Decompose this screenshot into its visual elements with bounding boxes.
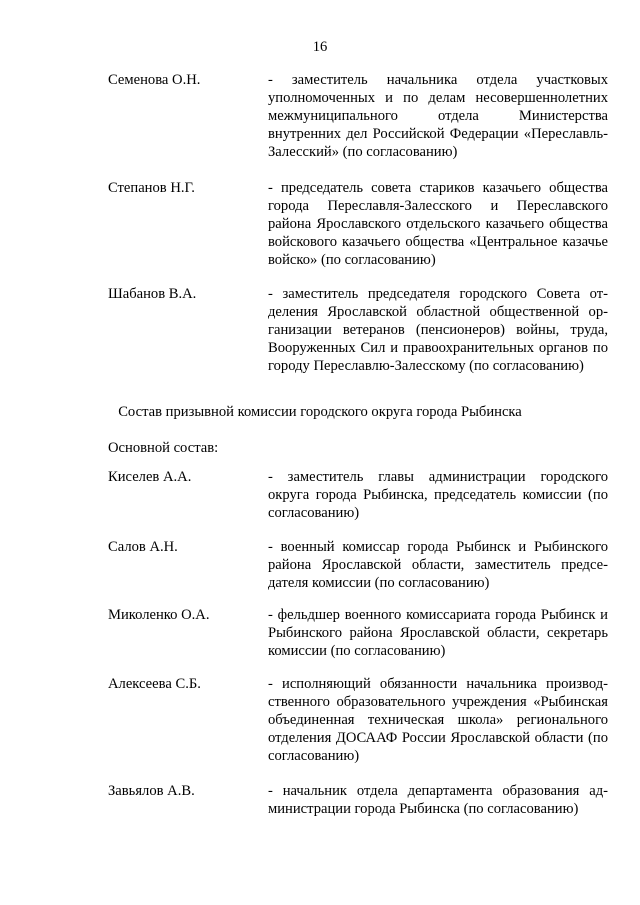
member-description: - исполняющий обязанности начальника производственного образовательного учреждения «Рыбинская объединенная техническая школа» регионального отделения ДОСААФ России Ярославской области (по согласованию) xyxy=(268,676,608,764)
member-description: - начальник отдела департамента образования администрации города Рыбинска (по согласованию) xyxy=(268,783,608,817)
member-name: Степанов Н.Г. xyxy=(108,180,195,196)
member-name: Семенова О.Н. xyxy=(108,72,201,88)
main-composition-label: Основной состав: xyxy=(108,440,219,456)
member-name: Салов А.Н. xyxy=(108,539,178,555)
page-number: 16 xyxy=(312,39,328,55)
member-name: Алексеева С.Б. xyxy=(108,676,201,692)
member-description: - заместитель председателя городского Совета отделения Ярославской областной общественной организации ветеранов (пенсионеров) войны, труда, Вооруженных Сил и правоохранительных органов по городу Переславлю-Залесскому (по согласованию) xyxy=(268,286,608,374)
member-name: Завьялов А.В. xyxy=(108,783,195,799)
member-name: Шабанов В.А. xyxy=(108,286,197,302)
commission-title: Состав призывной комиссии городского округа города Рыбинска xyxy=(118,404,522,420)
member-name: Миколенко О.А. xyxy=(108,607,210,623)
member-name: Киселев А.А. xyxy=(108,469,192,485)
member-description: - заместитель начальника отдела участковых уполномоченных и по делам несовершеннолетних межмуниципального отдела Министерства внутренних дел Российской Федерации «Переславль-Залесский» (по согласованию) xyxy=(268,72,608,160)
member-description: - заместитель главы администрации городского округа города Рыбинска, председатель комиссии (по согласованию) xyxy=(268,469,608,521)
member-description: - фельдшер военного комиссариата города Рыбинск и Рыбинского района Ярославской области, секретарь комиссии (по согласованию) xyxy=(268,607,608,659)
member-description: - председатель совета стариков казачьего общества города Переславля-Залесского и Переславского района Ярославского отдельского казачьего общества войскового казачьего общества «Центральное казачье войско» (по согласованию) xyxy=(268,180,608,268)
member-description: - военный комиссар города Рыбинск и Рыбинского района Ярославской области, заместитель председателя комиссии (по согласованию) xyxy=(268,539,608,591)
